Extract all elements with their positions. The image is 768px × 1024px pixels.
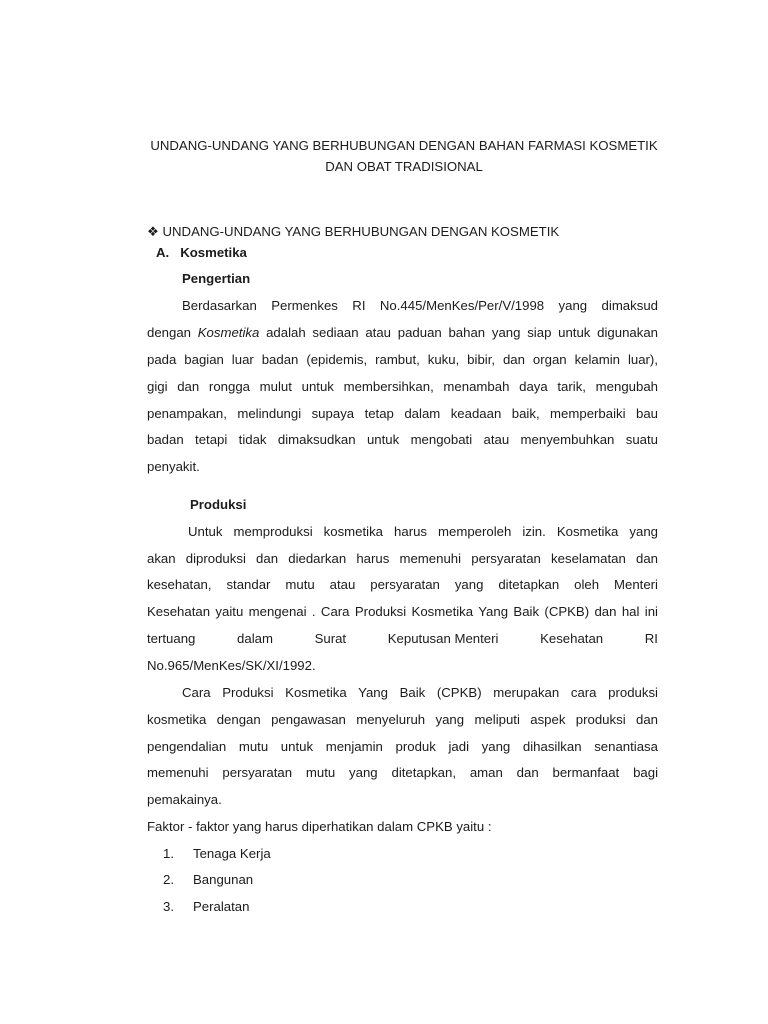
produksi-heading: Produksi: [190, 497, 247, 512]
document-title-line-1: UNDANG-UNDANG YANG BERHUBUNGAN DENGAN BAHAN FARMASI KOSMETIK: [150, 138, 658, 153]
produksi-p1-line-6: No.965/MenKes/SK/XI/1992.: [147, 658, 316, 673]
section-heading-text: UNDANG-UNDANG YANG BERHUBUNGAN DENGAN KOSMETIK: [162, 224, 560, 239]
produksi-p1-line-2: akan diproduksi dan diedarkan harus memenuhi persyaratan keselamatan dan: [147, 551, 658, 566]
pengertian-line-1: Berdasarkan Permenkes RI No.445/MenKes/Per/V/1998 yang dimaksud: [182, 298, 658, 313]
produksi-p1-line-1: Untuk memproduksi kosmetika harus memperoleh izin. Kosmetika yang: [188, 524, 658, 539]
pengertian-line-2: dengan Kosmetika adalah sediaan atau paduan bahan yang siap untuk digunakan: [147, 325, 659, 340]
diamond-bullet-icon: ❖: [147, 224, 159, 239]
list-item-number: 1.: [163, 846, 174, 861]
subsection-title: Kosmetika: [180, 245, 247, 260]
pengertian-heading: Pengertian: [182, 271, 251, 286]
factors-intro: Faktor - faktor yang harus diperhatikan dalam CPKB yaitu :: [147, 819, 492, 834]
pengertian-line-3: pada bagian luar badan (epidemis, rambut, kuku, bibir, dan organ kelamin luar),: [147, 352, 658, 367]
produksi-p2-line-3: pengendalian mutu untuk menjamin produk jadi yang dihasilkan senantiasa: [147, 739, 658, 754]
pengertian-line-5: penampakan, melindungi supaya tetap dalam keadaan baik, memperbaiki bau: [147, 406, 658, 421]
pengertian-line-4: gigi dan rongga mulut untuk membersihkan, menambah daya tarik, mengubah: [147, 379, 658, 394]
pengertian-line-7: penyakit.: [147, 459, 200, 474]
list-item: [163, 872, 253, 888]
list-item-label: Peralatan: [193, 899, 250, 914]
produksi-p1-line-5: tertuang dalam Surat Keputusan Menteri Kesehatan RI: [147, 631, 658, 646]
produksi-p2-line-4: memenuhi persyaratan mutu yang ditetapkan, aman dan bermanfaat bagi: [147, 765, 658, 780]
list-item-label: Bangunan: [193, 872, 254, 887]
list-item-label: Tenaga Kerja: [193, 846, 271, 861]
produksi-p2-line-5: pemakainya.: [147, 792, 222, 807]
pengertian-line-6: badan tetapi tidak dimaksudkan untuk mengobati atau menyembuhkan suatu: [147, 432, 658, 447]
kosmetika-term: Kosmetika: [197, 325, 260, 340]
subsection-heading: [156, 245, 247, 261]
list-item: [163, 846, 271, 862]
produksi-p1-line-4: Kesehatan yaitu mengenai . Cara Produksi Kosmetika Yang Baik (CPKB) dan hal ini: [147, 604, 658, 619]
list-item: [163, 899, 249, 915]
produksi-p2-line-1: Cara Produksi Kosmetika Yang Baik (CPKB) merupakan cara produksi: [182, 685, 658, 700]
subsection-marker: A.: [156, 245, 170, 260]
produksi-p2-line-2: kosmetika dengan pengawasan menyeluruh yang meliputi aspek produksi dan: [147, 712, 658, 727]
list-item-number: 3.: [163, 899, 174, 914]
list-item-number: 2.: [163, 872, 174, 887]
section-heading: [147, 224, 559, 240]
document-title-line-2: DAN OBAT TRADISIONAL: [325, 159, 483, 174]
produksi-p1-line-3: kesehatan, standar mutu atau persyaratan yang ditetapkan oleh Menteri: [147, 577, 658, 592]
